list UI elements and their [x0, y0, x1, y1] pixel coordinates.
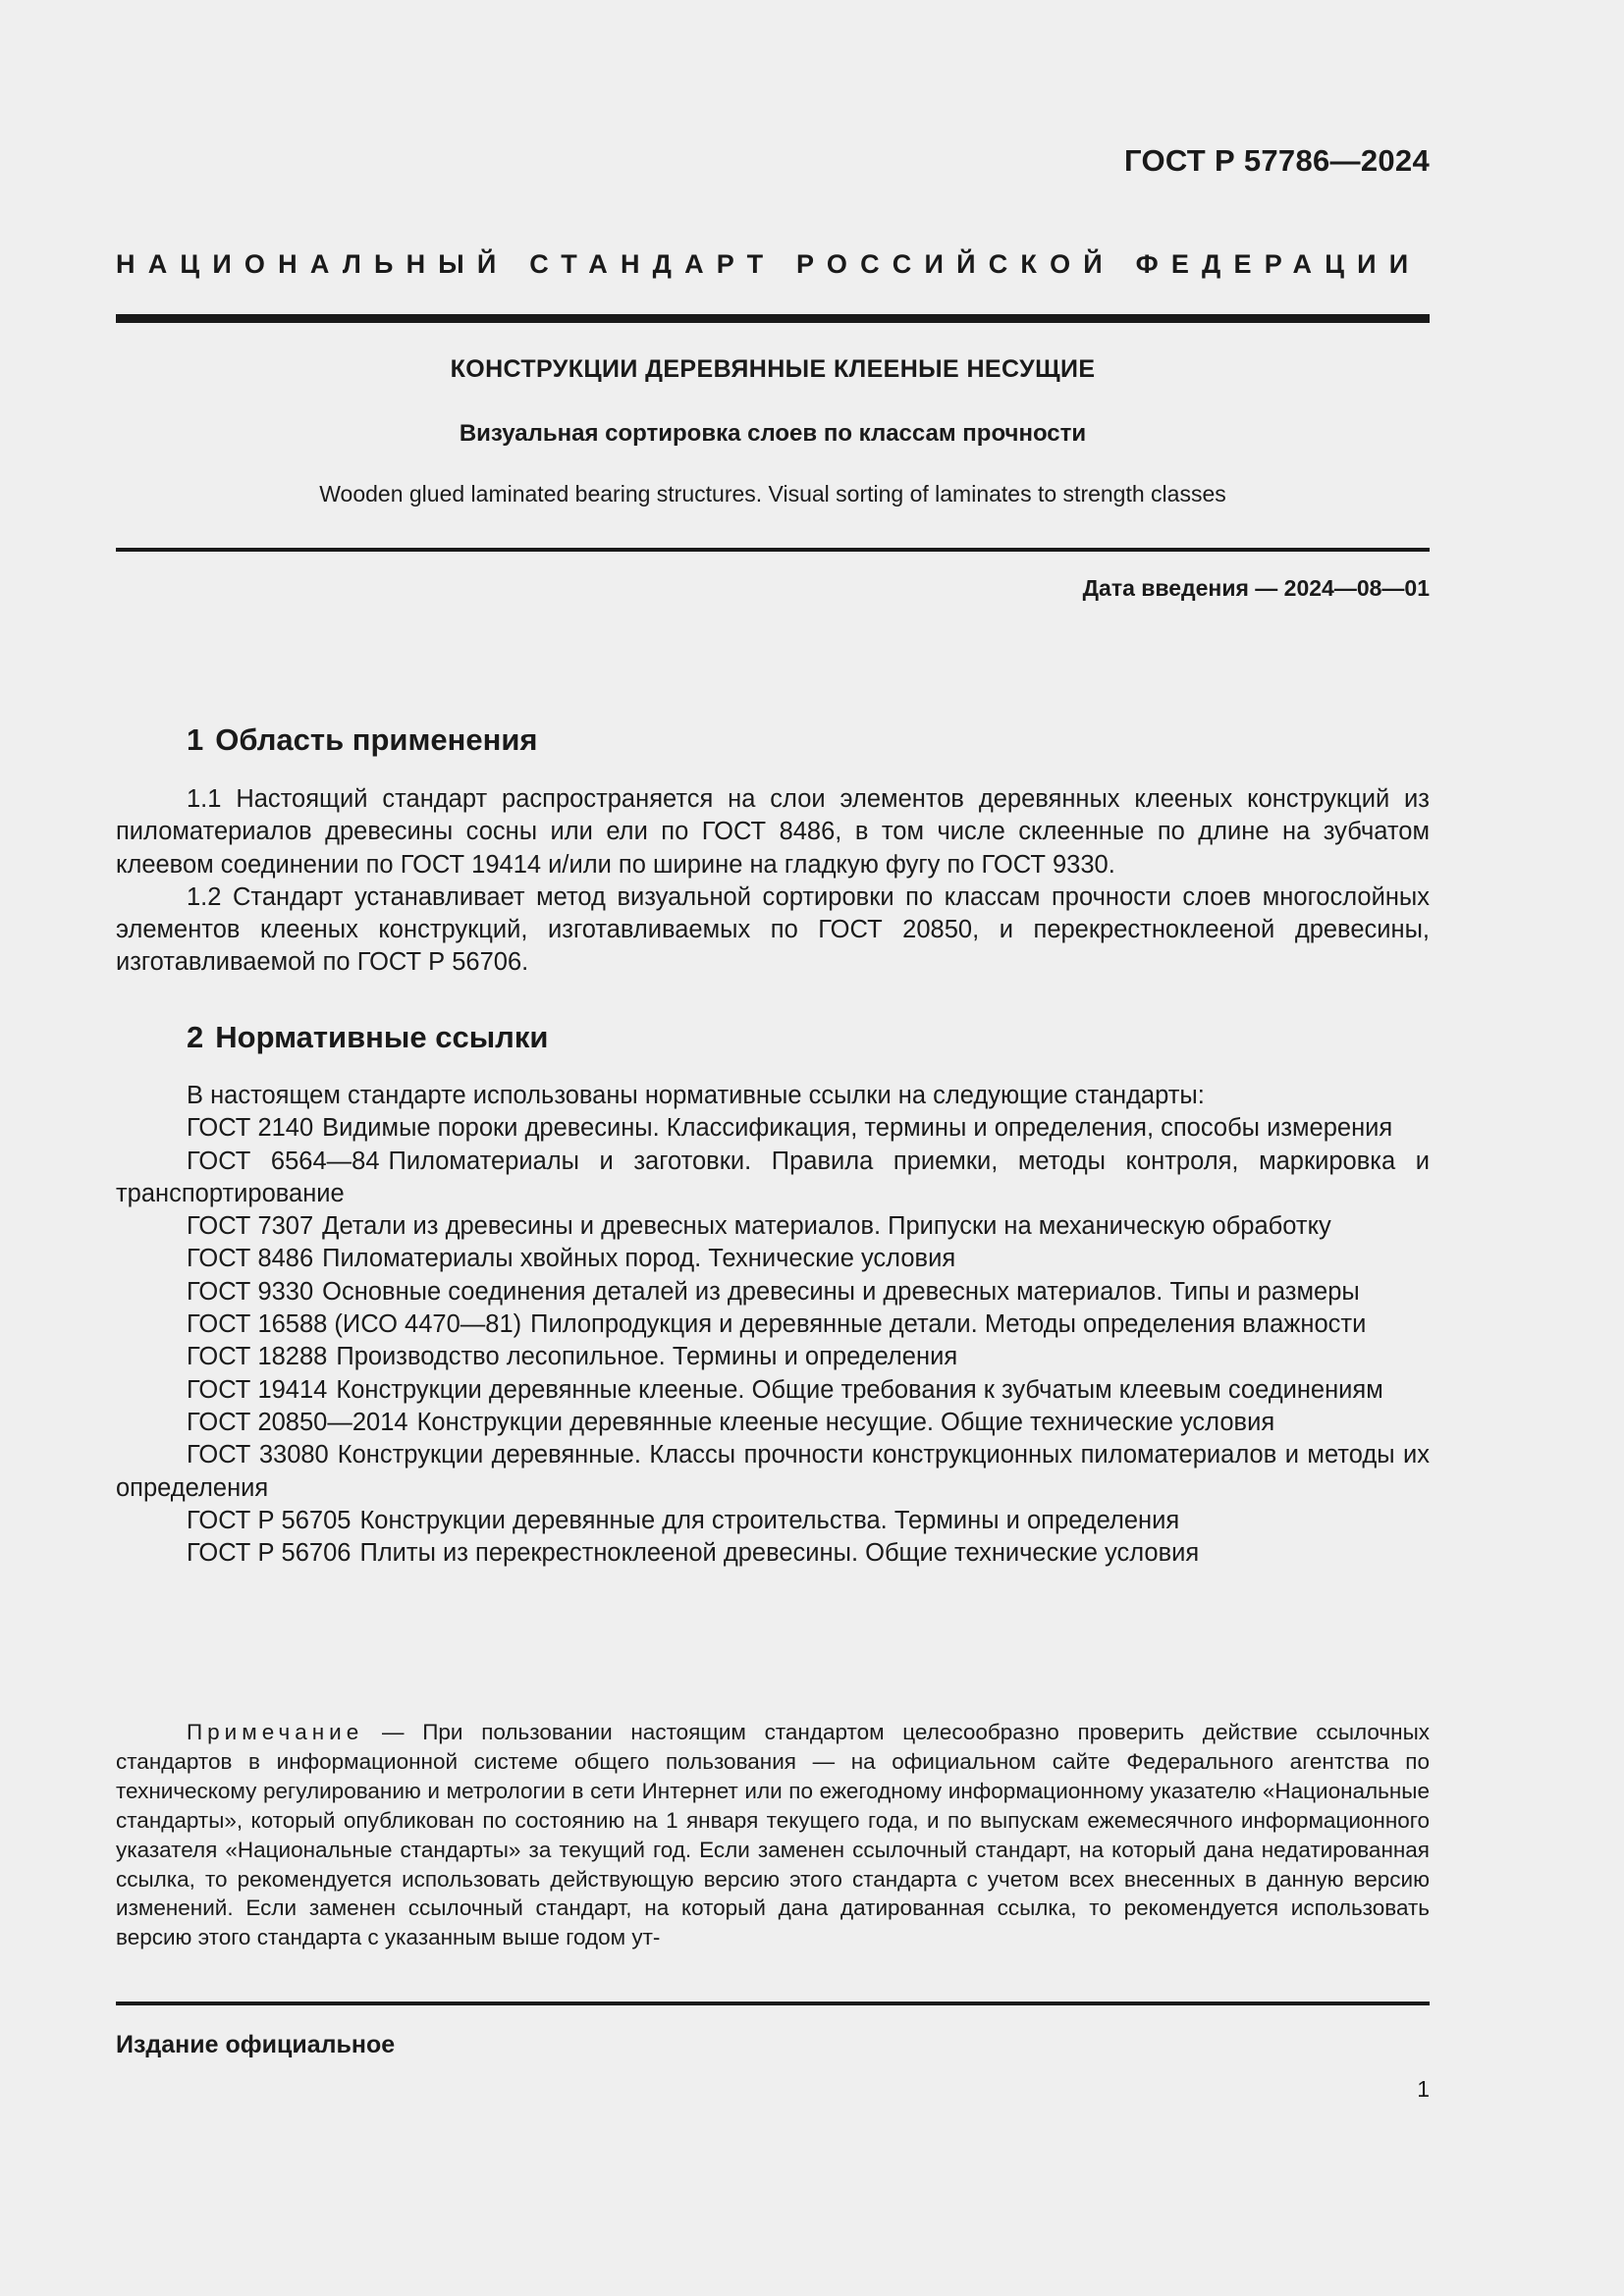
reference-code: ГОСТ 8486: [187, 1245, 314, 1273]
normative-references: [116, 1080, 1430, 1570]
reference-item: [116, 1341, 1430, 1373]
reference-code: ГОСТ Р 56706: [187, 1539, 352, 1568]
section-2-heading: [187, 1020, 548, 1055]
reference-code: ГОСТ 20850—2014: [187, 1408, 408, 1436]
reference-item: [116, 1407, 1430, 1439]
reference-item: [116, 1112, 1430, 1145]
reference-text: Плиты из перекрестноклееной древесины. Общие технические условия: [359, 1539, 1200, 1568]
reference-code: ГОСТ 2140: [187, 1114, 314, 1143]
reference-code: ГОСТ 19414: [187, 1375, 328, 1404]
official-edition-label: Издание официальное: [116, 2031, 396, 2058]
reference-item: [116, 1537, 1430, 1570]
section-2-number: 2: [187, 1020, 204, 1054]
title-divider: [116, 548, 1430, 552]
section-1-number: 1: [187, 722, 204, 757]
page-number: 1: [1417, 2076, 1430, 2102]
reference-code: ГОСТ 6564—84: [187, 1147, 380, 1175]
note-paragraph: [116, 1718, 1430, 1952]
reference-text: Детали из древесины и древесных материалов. Припуски на механическую обработку: [322, 1212, 1331, 1241]
section-1-body: [116, 783, 1430, 980]
reference-item: [116, 1146, 1430, 1211]
paragraph-1-1: 1.1 Настоящий стандарт распространяется на слои элементов деревянных клееных конструкций из пиломатериалов древесины сосны или ели по ГОСТ 8486, в том числе склеенные по длине на зубчатом клеевом соединении по ГОСТ 19414 и/или по ширине на гладкую фугу по ГОСТ 9330.: [116, 785, 1430, 879]
reference-text: Производство лесопильное. Термины и определения: [336, 1343, 958, 1371]
introduction-date: Дата введения — 2024—08—01: [1082, 575, 1430, 601]
note-text: — При пользовании настоящим стандартом целесообразно проверить действие ссылочных стандартов в информационной системе общего пользования — на официальном сайте Федерального агентства по техническому регулированию и метрологии в сети Интернет или по ежегодному информационному указателю «Национальные стандарты», который опубликован по состоянию на 1 января текущего года, и по выпускам ежемесячного информационного указателя «Национальные стандарты» за текущий год. Если заменен ссылочный стандарт, на который дана недатированная ссылка, то рекомендуется использовать действующую версию этого стандарта с учетом всех внесенных в данную версию изменений. Если заменен ссылочный стандарт, на который дана датированная ссылка, то рекомендуется использовать версию этого стандарта с указанным выше годом ут-: [116, 1720, 1430, 1950]
references-lead: В настоящем стандарте использованы нормативные ссылки на следующие стандарты:: [187, 1082, 1205, 1109]
reference-text: Пилопродукция и деревянные детали. Методы определения влажности: [530, 1310, 1367, 1339]
reference-text: Конструкции деревянные. Классы прочности конструкционных пиломатериалов и методы их определения: [116, 1441, 1430, 1502]
header-divider: [116, 314, 1430, 323]
references-note: [116, 1718, 1430, 1952]
document-title: КОНСТРУКЦИИ ДЕРЕВЯННЫЕ КЛЕЕНЫЕ НЕСУЩИЕ: [450, 355, 1096, 383]
reference-text: Пиломатериалы и заготовки. Правила приемки, методы контроля, маркировка и транспортирование: [116, 1147, 1430, 1207]
reference-item: [116, 1276, 1430, 1308]
reference-text: Видимые пороки древесины. Классификация, термины и определения, способы измерения: [322, 1114, 1393, 1143]
section-1-heading: [187, 722, 538, 758]
section-1-title: Область применения: [215, 722, 538, 757]
reference-item: [116, 1505, 1430, 1537]
national-standard-heading: НАЦИОНАЛЬНЫЙ СТАНДАРТ РОССИЙСКОЙ ФЕДЕРАЦИИ: [116, 249, 1422, 279]
reference-item: [116, 1439, 1430, 1505]
reference-code: ГОСТ 18288: [187, 1343, 328, 1371]
reference-item: [116, 1210, 1430, 1243]
document-page: [116, 0, 1430, 2296]
reference-code: ГОСТ 9330: [187, 1277, 314, 1306]
reference-text: Конструкции деревянные клееные несущие. Общие технические условия: [416, 1408, 1275, 1436]
reference-text: Пиломатериалы хвойных пород. Технические условия: [322, 1245, 956, 1273]
reference-item: [116, 1374, 1430, 1407]
english-title: Wooden glued laminated bearing structures. Visual sorting of laminates to strength classes: [319, 481, 1226, 507]
reference-item: [116, 1243, 1430, 1275]
reference-text: Конструкции деревянные для строительства. Термины и определения: [359, 1506, 1180, 1534]
paragraph-1-2: 1.2 Стандарт устанавливает метод визуальной сортировки по классам прочности слоев многослойных элементов клееных конструкций, изготавливаемых по ГОСТ 20850, и перекрестноклееной древесины, изготавливаемой по ГОСТ Р 56706.: [116, 882, 1430, 977]
reference-code: ГОСТ 16588 (ИСО 4470—81): [187, 1310, 522, 1339]
standard-number: ГОСТ Р 57786—2024: [1124, 143, 1430, 178]
reference-text: Основные соединения деталей из древесины и древесных материалов. Типы и размеры: [322, 1277, 1360, 1306]
note-label: Примечание: [187, 1720, 364, 1744]
reference-text: Конструкции деревянные клееные. Общие требования к зубчатым клеевым соединениям: [336, 1375, 1383, 1404]
reference-code: ГОСТ 33080: [187, 1441, 329, 1469]
reference-code: ГОСТ Р 56705: [187, 1506, 352, 1534]
reference-code: ГОСТ 7307: [187, 1212, 314, 1241]
footer-divider: [116, 2002, 1430, 2005]
reference-item: [116, 1308, 1430, 1341]
section-2-title: Нормативные ссылки: [215, 1020, 549, 1054]
document-subtitle: Визуальная сортировка слоев по классам прочности: [459, 420, 1087, 447]
